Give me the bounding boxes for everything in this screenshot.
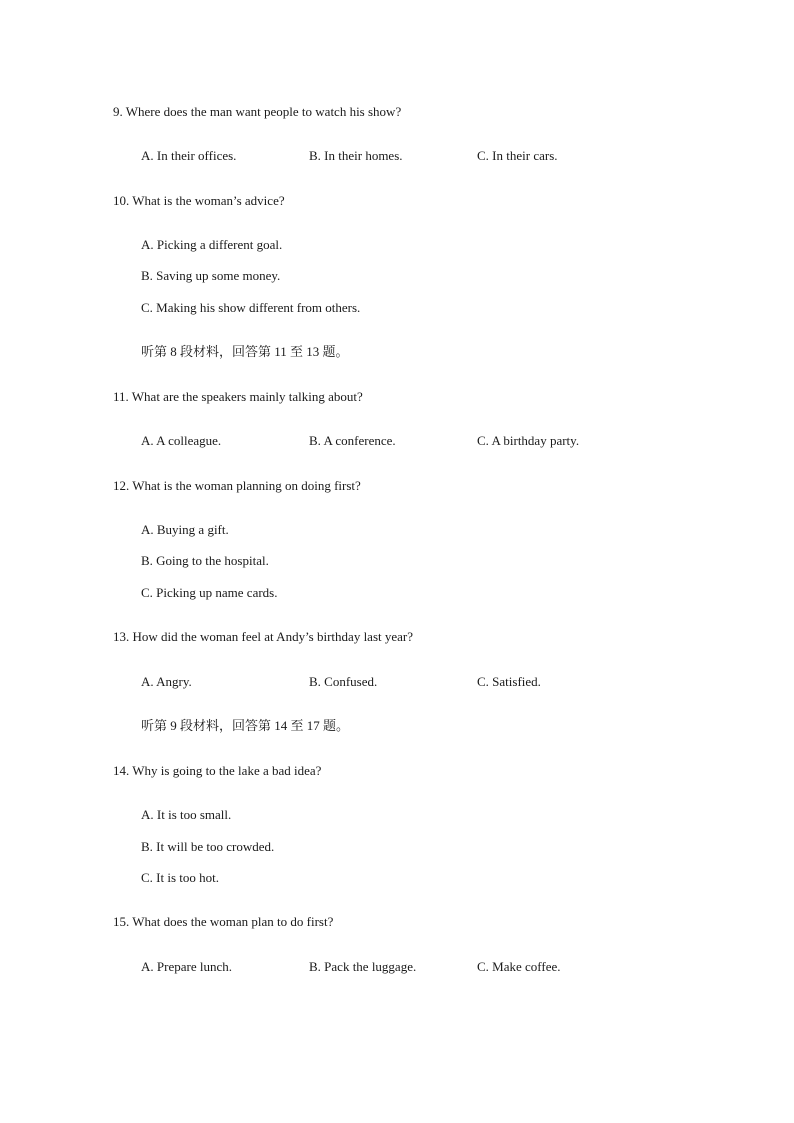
q13-option-c: C. Satisfied.	[477, 674, 541, 689]
section-8-instruction: 听第 8 段材料，回答第 11 至 13 题。	[141, 344, 349, 359]
q14-option-c: C. It is too hot.	[141, 870, 220, 885]
question-11: 11. What are the speakers mainly talking about?	[113, 389, 363, 404]
q11-option-c: C. A birthday party.	[477, 433, 580, 448]
q10-option-c: C. Making his show different from others.	[141, 300, 361, 315]
question-9: 9. Where does the man want people to watch his show?	[113, 104, 402, 119]
q10-option-b: B. Saving up some money.	[141, 268, 281, 283]
question-13: 13. How did the woman feel at Andy’s birthday last year?	[113, 629, 414, 644]
q14-option-b: B. It will be too crowded.	[141, 839, 275, 854]
q9-option-b: B. In their homes.	[309, 148, 403, 163]
q15-option-c: C. Make coffee.	[477, 959, 561, 974]
q9-option-c: C. In their cars.	[477, 148, 558, 163]
section-9-instruction: 听第 9 段材料，回答第 14 至 17 题。	[141, 718, 350, 733]
q12-option-b: B. Going to the hospital.	[141, 553, 269, 568]
q14-option-a: A. It is too small.	[141, 807, 232, 822]
q10-option-a: A. Picking a different goal.	[141, 237, 283, 252]
q13-option-b: B. Confused.	[309, 674, 378, 689]
q12-option-a: A. Buying a gift.	[141, 522, 229, 537]
q13-option-a: A. Angry.	[141, 674, 192, 689]
q15-option-a: A. Prepare lunch.	[141, 959, 232, 974]
question-12: 12. What is the woman planning on doing first?	[113, 478, 361, 493]
q11-option-a: A. A colleague.	[141, 433, 222, 448]
q12-option-c: C. Picking up name cards.	[141, 585, 278, 600]
question-15: 15. What does the woman plan to do first?	[113, 914, 334, 929]
question-10: 10. What is the woman’s advice?	[113, 193, 285, 208]
question-14: 14. Why is going to the lake a bad idea?	[113, 763, 322, 778]
q15-option-b: B. Pack the luggage.	[309, 959, 417, 974]
q11-option-b: B. A conference.	[309, 433, 396, 448]
q9-option-a: A. In their offices.	[141, 148, 237, 163]
